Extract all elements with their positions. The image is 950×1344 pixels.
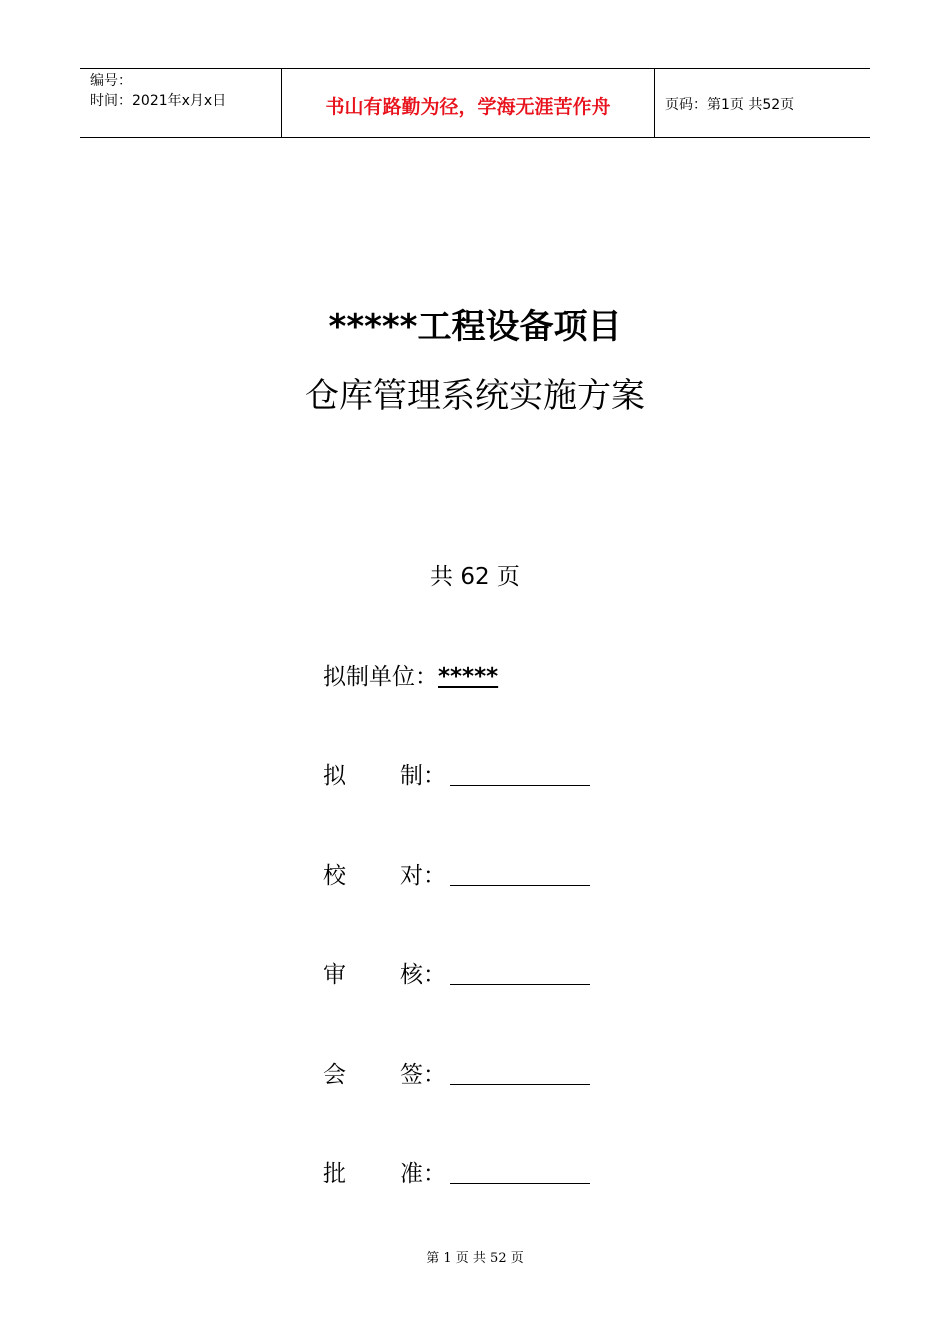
- sign-label-char1: 审: [323, 962, 346, 988]
- header-page-cell: [655, 69, 870, 137]
- sign-label-char1: 会: [323, 1062, 346, 1088]
- sign-row-review: [323, 956, 446, 992]
- header-page-info: 页码：第1页 共52页: [665, 97, 795, 113]
- unit-label: 拟制单位：: [323, 664, 438, 690]
- sign-label-char1: 批: [323, 1161, 346, 1187]
- document-number-label: 编号：: [90, 73, 132, 89]
- signature-blank-line[interactable]: [450, 1084, 590, 1085]
- signature-blank-line[interactable]: [450, 785, 590, 786]
- sign-label-char2: 准：: [400, 1161, 446, 1187]
- sign-label-char2: 签：: [400, 1062, 446, 1088]
- unit-row: [323, 658, 498, 694]
- total-pages: 共 62 页: [430, 564, 520, 590]
- sign-label-char2: 对：: [400, 863, 446, 889]
- document-time-label: 时间：2021年x月x日: [90, 93, 227, 109]
- header-motto: 书山有路勤为径，学海无涯苦作舟: [325, 96, 611, 118]
- document-title-line2: 仓库管理系统实施方案: [305, 376, 645, 416]
- signature-blank-line[interactable]: [450, 885, 590, 886]
- sign-label-char2: 核：: [400, 962, 446, 988]
- page-header: [80, 68, 870, 138]
- page-footer: 第 1 页 共 52 页: [426, 1251, 524, 1266]
- header-meta-cell: [80, 69, 280, 137]
- sign-row-approve: [323, 1155, 446, 1191]
- sign-row-draft: [323, 757, 446, 793]
- sign-row-proofread: [323, 857, 446, 893]
- signature-blank-line[interactable]: [450, 984, 590, 985]
- header-motto-cell: [281, 69, 655, 137]
- sign-label-char2: 制：: [400, 763, 446, 789]
- sign-label-char1: 拟: [323, 763, 346, 789]
- sign-row-countersign: [323, 1056, 446, 1092]
- unit-value: *****: [438, 664, 499, 690]
- sign-label-char1: 校: [323, 863, 346, 889]
- signature-blank-line[interactable]: [450, 1183, 590, 1184]
- document-title-line1: *****工程设备项目: [328, 307, 622, 347]
